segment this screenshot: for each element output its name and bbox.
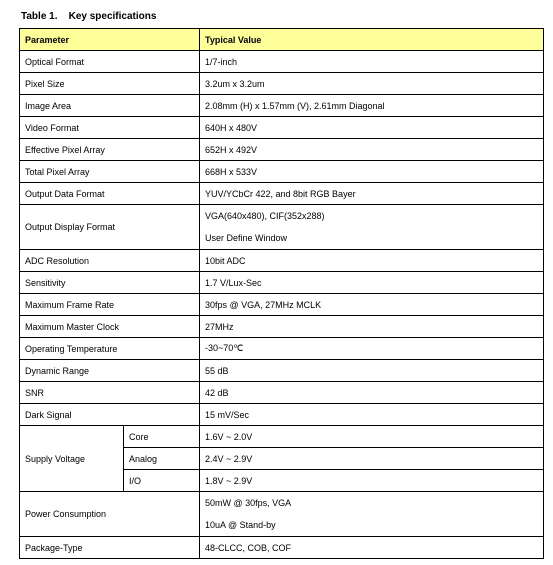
table-caption: Table 1. Key specifications	[21, 11, 157, 22]
row-value-line: VGA(640x480), CIF(352x288)	[205, 211, 325, 221]
row-param: Output Data Format	[20, 183, 200, 205]
table-row	[20, 117, 544, 139]
header-typical-value: Typical Value	[200, 29, 544, 51]
row-param: Effective Pixel Array	[20, 139, 200, 161]
row-value: 1/7-inch	[200, 51, 544, 73]
table-row	[20, 272, 544, 294]
table-row	[20, 139, 544, 161]
row-value: 1.7 V/Lux-Sec	[200, 272, 544, 294]
row-value: 1.6V ~ 2.0V	[200, 426, 544, 448]
row-param: Maximum Master Clock	[20, 316, 200, 338]
table-row	[20, 316, 544, 338]
table-row	[20, 382, 544, 404]
row-value-line: 50mW @ 30fps, VGA	[205, 498, 292, 508]
row-value: 27MHz	[200, 316, 544, 338]
row-value: -30~70℃	[200, 338, 544, 360]
table-row	[20, 183, 544, 205]
row-param: Image Area	[20, 95, 200, 117]
table-row	[20, 360, 544, 382]
table-header-row	[20, 29, 544, 51]
row-param: Total Pixel Array	[20, 161, 200, 183]
row-value: 640H x 480V	[200, 117, 544, 139]
row-param: Dynamic Range	[20, 360, 200, 382]
row-param: Maximum Frame Rate	[20, 294, 200, 316]
row-param: Package-Type	[20, 537, 200, 559]
table-row	[20, 51, 544, 73]
row-param-supply-voltage: Supply Voltage	[20, 426, 124, 492]
row-value: 668H x 533V	[200, 161, 544, 183]
sub-param: Analog	[124, 448, 200, 470]
table-row	[20, 161, 544, 183]
row-value-line: 10uA @ Stand-by	[205, 520, 276, 530]
table-row-supply-voltage	[20, 426, 544, 448]
row-param: Dark Signal	[20, 404, 200, 426]
row-value-line: User Define Window	[205, 233, 288, 243]
row-value: 2.08mm (H) x 1.57mm (V), 2.61mm Diagonal	[200, 95, 544, 117]
row-param: Output Display Format	[20, 205, 200, 250]
row-value: 48-CLCC, COB, COF	[200, 537, 544, 559]
table-row	[20, 205, 544, 250]
table-row	[20, 404, 544, 426]
row-value: YUV/YCbCr 422, and 8bit RGB Bayer	[200, 183, 544, 205]
row-param: SNR	[20, 382, 200, 404]
sub-param: I/O	[124, 470, 200, 492]
row-value: 30fps @ VGA, 27MHz MCLK	[200, 294, 544, 316]
row-param: Video Format	[20, 117, 200, 139]
row-value: 652H x 492V	[200, 139, 544, 161]
table-row	[20, 537, 544, 559]
row-param: Optical Format	[20, 51, 200, 73]
row-value: 10bit ADC	[200, 250, 544, 272]
row-value: 1.8V ~ 2.9V	[200, 470, 544, 492]
table-row	[20, 95, 544, 117]
table-row	[20, 73, 544, 95]
table-row	[20, 492, 544, 537]
row-param: Pixel Size	[20, 73, 200, 95]
row-value: 15 mV/Sec	[200, 404, 544, 426]
row-value: 42 dB	[200, 382, 544, 404]
header-parameter: Parameter	[20, 29, 200, 51]
sub-param: Core	[124, 426, 200, 448]
row-param: Sensitivity	[20, 272, 200, 294]
row-value: 3.2um x 3.2um	[200, 73, 544, 95]
row-value: 2.4V ~ 2.9V	[200, 448, 544, 470]
row-param: ADC Resolution	[20, 250, 200, 272]
row-value-multiline	[200, 492, 544, 537]
table-row	[20, 250, 544, 272]
key-specifications-table	[19, 28, 544, 559]
table-row	[20, 294, 544, 316]
row-value-multiline	[200, 205, 544, 250]
table-row	[20, 338, 544, 360]
row-value: 55 dB	[200, 360, 544, 382]
row-param: Power Consumption	[20, 492, 200, 537]
row-param: Operating Temperature	[20, 338, 200, 360]
